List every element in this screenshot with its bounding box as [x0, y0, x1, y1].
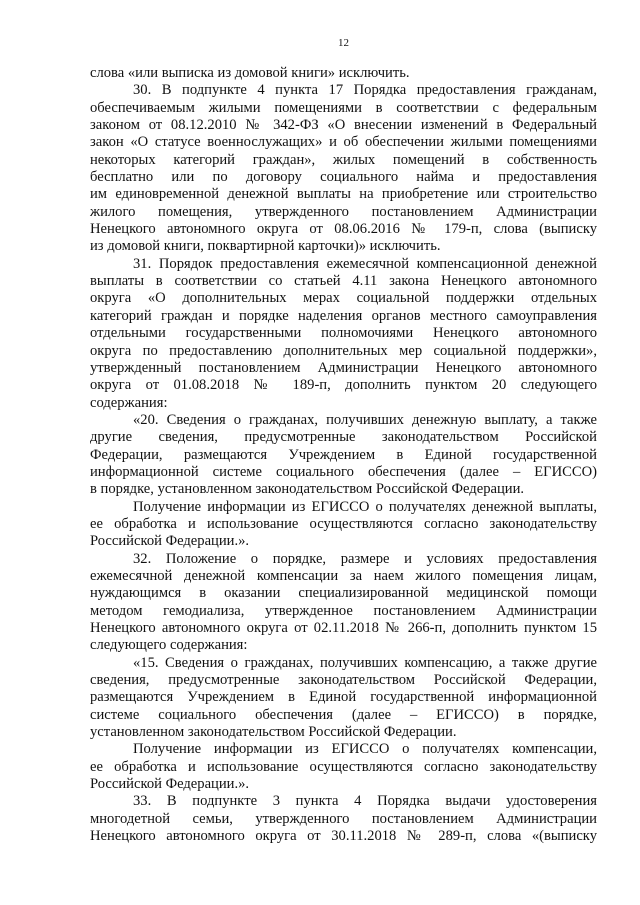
text-line: ее обработка и использование осуществляются согласно законодательству: [90, 758, 597, 775]
text-line: округа по предоставлению дополнительных мер социальной поддержки»,: [90, 342, 597, 359]
text-line: 33. В подпункте 3 пункта 4 Порядка выдачи удостоверения: [133, 793, 597, 810]
text-line: информационной системе социального обеспечения (далее – ЕГИССО): [90, 463, 597, 480]
text-line: установленном законодательством Российской Федерации.: [90, 724, 457, 741]
text-line: из домовой книги, поквартирной карточки)» исключить.: [90, 238, 441, 255]
paragraph: [90, 412, 597, 499]
document-body: [90, 65, 597, 845]
text-line: обеспечиваемым жилыми помещениями в соответствии с федеральным: [90, 99, 597, 116]
text-line: некоторых категорий граждан», жилых помещений в собственность: [90, 151, 597, 168]
text-line: Ненецкого автономного округа от 30.11.2018 № 289-п, слова «(выписку: [90, 828, 597, 845]
text-line: 31. Порядок предоставления ежемесячной компенсационной денежной: [133, 255, 597, 272]
text-line: 30. В подпункте 4 пункта 17 Порядка предоставления гражданам,: [133, 82, 597, 99]
paragraph: [90, 499, 597, 551]
text-line: нуждающимся в оказании специализированной медицинской помощи: [90, 585, 597, 602]
text-line: округа «О дополнительных мерах социальной поддержки отдельных: [90, 290, 597, 307]
text-line: округа от 01.08.2018 № 189-п, дополнить пунктом 20 следующего: [90, 377, 597, 394]
text-line: 32. Положение о порядке, размере и условиях предоставления: [133, 550, 597, 567]
text-line: следующего содержания:: [90, 637, 248, 654]
text-line: многодетной семьи, утвержденного постановлением Администрации: [90, 810, 597, 827]
paragraph: [90, 256, 597, 412]
text-line: бесплатно или по договору социального найма и предоставления: [90, 169, 597, 186]
text-line: законом от 08.12.2010 № 342-ФЗ «О внесении изменений в Федеральный: [90, 117, 597, 134]
text-line: закон «О статусе военнослужащих» и об обеспечении жилыми помещениями: [90, 134, 597, 151]
text-line: содержания:: [90, 394, 168, 411]
page-number: 12: [338, 37, 349, 49]
text-line: выплаты в соответствии со статьей 4.11 закона Ненецкого автономного: [90, 273, 597, 290]
text-line: Федерации, размещаются Учреждением в Единой государственной: [90, 446, 597, 463]
text-line: ее обработка и использование осуществляются согласно законодательству: [90, 515, 597, 532]
document-page: [90, 0, 597, 905]
text-line: Российской Федерации.».: [90, 776, 250, 793]
text-line: утвержденный постановлением Администрации Ненецкого автономного: [90, 359, 597, 376]
text-line: ежемесячной денежной компенсации за наем жилого помещения лицам,: [90, 567, 597, 584]
text-line: Российской Федерации.».: [90, 533, 250, 550]
text-line: системе социального обеспечения (далее – ЕГИССО) в порядке,: [90, 706, 597, 723]
paragraph: [90, 82, 597, 255]
paragraph: [90, 551, 597, 655]
text-line: Получение информации из ЕГИССО о получателях компенсации,: [133, 741, 597, 758]
text-line: отдельными государственными полномочиями Ненецкого автономного: [90, 325, 597, 342]
text-line: сведения, предусмотренные законодательством Российской Федерации,: [90, 672, 597, 689]
text-line: им единовременной денежной выплаты на приобретение или строительство: [90, 186, 597, 203]
text-line: размещаются Учреждением в Единой государственной информационной: [90, 689, 597, 706]
text-line: Ненецкого автономного округа от 08.06.2016 № 179-п, слова (выписку: [90, 221, 597, 238]
text-line: Ненецкого автономного округа от 02.11.2018 № 266-п, дополнить пунктом 15: [90, 620, 597, 636]
text-line: категорий граждан и порядке наделения органов местного самоуправления: [90, 307, 597, 324]
text-line: «15. Сведения о гражданах, получивших компенсацию, а также другие: [133, 654, 597, 671]
text-line: «20. Сведения о гражданах, получивших денежную выплату, а также: [133, 411, 597, 428]
text-line: жилого помещения, утвержденного постановлением Администрации: [90, 203, 597, 220]
text-line: Получение информации из ЕГИССО о получателях денежной выплаты,: [133, 498, 597, 515]
text-line: другие сведения, предусмотренные законодательством Российской: [90, 429, 597, 446]
paragraph: [90, 793, 597, 845]
paragraph: [90, 655, 597, 742]
paragraph: [90, 741, 597, 793]
text-line: слова «или выписка из домовой книги» исключить.: [90, 65, 410, 81]
paragraph: [90, 65, 597, 82]
text-line: методом гемодиализа, утвержденное постановлением Администрации: [90, 602, 597, 619]
text-line: в порядке, установленном законодательством Российской Федерации.: [90, 481, 525, 498]
